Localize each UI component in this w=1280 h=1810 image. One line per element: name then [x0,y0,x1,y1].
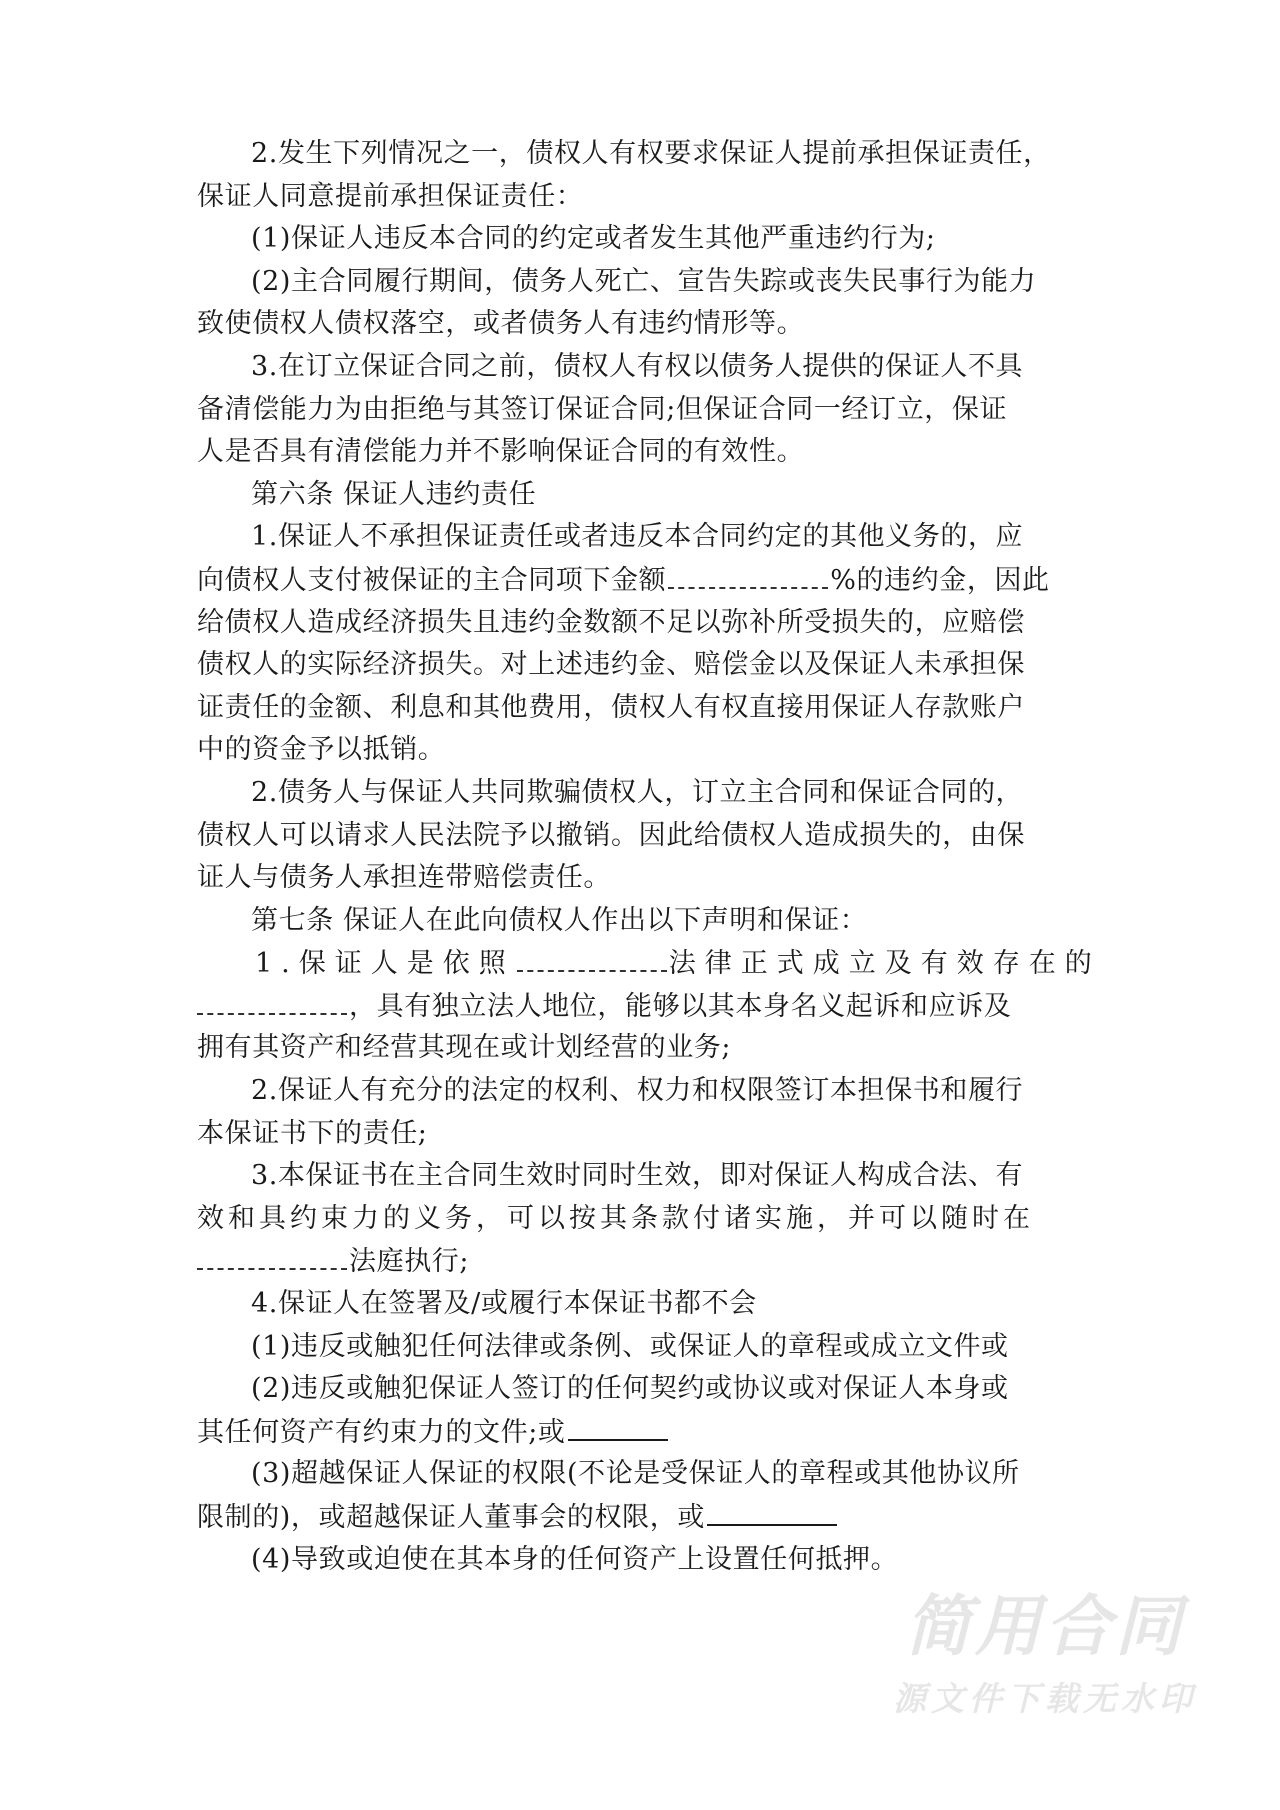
penalty-percent-blank[interactable] [668,559,828,589]
section-heading-article-7: 第七条 保证人在此向债权人作出以下声明和保证： [251,904,868,936]
text-segment: 其任何资产有约束力的文件;或 [197,1416,566,1448]
paragraph-line: (2)主合同履行期间，债务人死亡、宣告失踪或丧失民事行为能力 [251,265,1037,297]
text-segment: 法律正式成立及有效存在的 [668,948,1101,980]
court-jurisdiction-blank[interactable] [197,1240,347,1270]
paragraph-line: (1)保证人违反本合同的约定或者发生其他严重违约行为; [251,223,936,255]
paragraph-line: 效和具约束力的义务，可以按其条款付诸实施，并可以随时在 [197,1202,1034,1234]
paragraph-line: 给债权人造成经济损失且违约金数额不足以弥补所受损失的，应赔偿 [197,606,1025,638]
watermark-brand-text: 简用合同 [905,1588,1185,1665]
watermark [880,1587,1210,1721]
text-segment: ，具有独立法人地位，能够以其本身名义起诉和应诉及 [349,990,1012,1022]
watermark-slogan-text: 源文件下载无水印 [893,1679,1197,1718]
paragraph-line: 2.债务人与保证人共同欺骗债权人，订立主合同和保证合同的， [251,776,1024,808]
governing-law-blank[interactable] [517,942,667,972]
paragraph-line [197,942,1101,985]
paragraph-line: 3.本保证书在主合同生效时同时生效，即对保证人构成合法、有 [251,1160,1024,1192]
paragraph-line: 保证人同意提前承担保证责任： [197,180,584,212]
paragraph-line: 2.保证人有充分的法定的权利、权力和权限签订本担保书和履行 [251,1075,1024,1107]
paragraph-line [197,559,1097,602]
other-authority-blank[interactable] [707,1496,837,1526]
paragraph-line: 拥有其资产和经营其现在或计划经营的业务; [197,1032,732,1064]
paragraph-line: 1.保证人不承担保证责任或者违反本合同约定的其他义务的，应 [251,521,1024,553]
paragraph-line: 人是否具有清偿能力并不影响保证合同的有效性。 [197,436,805,468]
paragraph-line [197,1496,1097,1539]
paragraph-line: 债权人可以请求人民法院予以撤销。因此给债权人造成损失的，由保 [197,819,1025,851]
text-segment: 限制的)，或超越保证人董事会的权限，或 [197,1502,705,1533]
text-segment: 向债权人支付被保证的主合同项下金额 [197,564,667,596]
paragraph-line: 3.在订立保证合同之前，债权人有权以债务人提供的保证人不具 [251,350,1024,382]
paragraph-line: 致使债权人债权落空，或者债务人有违约情形等。 [197,308,805,340]
text-segment: %的违约金，因此 [830,564,1050,596]
paragraph-line: 本保证书下的责任; [197,1117,428,1149]
paragraph-line: 2.发生下列情况之一，债权人有权要求保证人提前承担保证责任， [251,138,1051,169]
paragraph-line: 证人与债务人承担连带赔偿责任。 [197,862,611,894]
paragraph-line: 备清偿能力为由拒绝与其签订保证合同;但保证合同一经订立，保证 [197,393,1008,425]
paragraph-line: 证责任的金额、利息和其他费用，债权人有权直接用保证人存款账户 [197,691,1025,723]
paragraph-line: 中的资金予以抵销。 [197,734,446,766]
other-document-blank[interactable] [568,1411,668,1441]
paragraph-line: 债权人的实际经济损失。对上述违约金、赔偿金以及保证人未承担保 [197,649,1025,681]
paragraph-line: (4)导致或迫使在其本身的任何资产上设置任何抵押。 [251,1543,899,1575]
paragraph-line [197,1240,1097,1283]
text-segment: 法庭执行; [349,1246,470,1278]
document-body [197,133,1101,1581]
paragraph-line: (2)违反或触犯保证人签订的任何契约或协议或对保证人本身或 [251,1373,1009,1405]
paragraph-line: (3)超越保证人保证的权限(不论是受保证人的章程或其他协议所 [251,1458,1020,1490]
entity-type-blank[interactable] [197,985,347,1015]
text-segment: 1.保证人是依照 [255,948,515,980]
paragraph-line [197,1411,1097,1454]
paragraph-line: (1)违反或触犯任何法律或条例、或保证人的章程或成立文件或 [251,1330,1009,1362]
section-heading-article-6: 第六条 保证人违约责任 [251,478,537,510]
paragraph-line: 4.保证人在签署及/或履行本保证书都不会 [251,1288,757,1320]
paragraph-line [197,985,1097,1028]
